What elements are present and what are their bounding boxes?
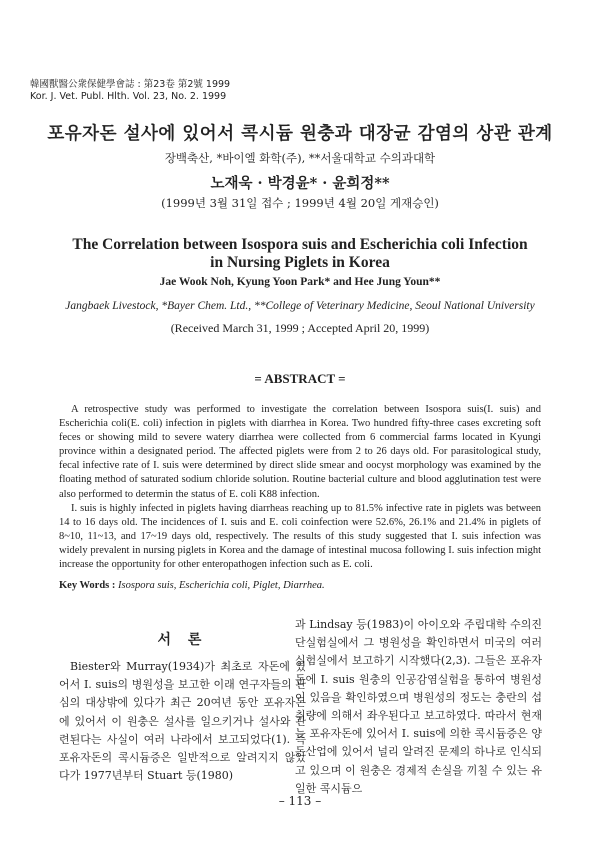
received-dates: (Received March 31, 1999 ; Accepted April 20, 1999)	[170, 321, 430, 335]
english-title-line2: in Nursing Piglets in Korea	[210, 254, 390, 271]
journal-line-korean: 韓國獸醫公衆保健學會誌 : 第23卷 第2號 1999	[30, 79, 231, 90]
abstract-body	[59, 403, 541, 572]
korean-authors: 노재욱 · 박경윤* · 윤희정**	[210, 175, 390, 192]
abstract-paragraph-1: A retrospective study was performed to investigate the correlation between Isospora suis(I. suis) and Escherichia coli(E. coli) infection in piglets with diarrhea in Korea. Two hundred fifty-three cases excreting soft feces or showing mild to severe watery diarrhea were collected from 6 commercial farms located in Kyungi province within a designated period. The affected piglets were from 2 to 26 days old. For parasitological study, fecal infective rate of I. suis were determined by direct slide smear and oocyst morphology was examined by the floating method of saturated sodium chloride solution. Routine bacterial culture and blood agglutination test were also performed to determin the status of E. coli K88 infection.	[59, 404, 541, 500]
korean-dates: (1999년 3월 31일 접수 ; 1999년 4월 20일 게재승인)	[161, 196, 439, 210]
keywords	[59, 580, 541, 591]
keywords-label: Key Words :	[59, 580, 116, 591]
english-title-line1: The Correlation between Isospora suis and Escherichia coli Infection	[72, 236, 528, 253]
abstract-heading: = ABSTRACT =	[254, 371, 346, 386]
body-right-column	[295, 616, 542, 798]
page-number: – 113 –	[278, 794, 322, 808]
korean-affiliations: 장백축산, *바이엘 화학(주), **서울대학교 수의과대학	[164, 151, 436, 165]
left-column-text: Biester와 Murray(1934)가 최초로 자돈에 있어서 I. suis의 병원성을 보고한 이래 연구자들의 관심의 대상밖에 있다가 최근 20여년 동안 포유자돈에 있어서 이 원충은 설사를 일으키거나 설사와 관련된다는 사실이 여러 나라에서 보고되었다(1). 즉 포유자돈의 콕시듐증은 일반적으로 알려지지 않았다가 1977년부터 Stuart 등(1980)	[59, 660, 306, 783]
korean-title: 포유자돈 설사에 있어서 콕시듐 원충과 대장균 감염의 상관 관계	[47, 124, 553, 144]
journal-header	[30, 79, 230, 103]
section-heading-introduction: 서 론	[157, 632, 208, 648]
abstract-paragraph-2: I. suis is highly infected in piglets having diarrheas reaching up to 81.5% infective rate in piglets was between 14 to 16 days old. The incidences of I. suis and E. coli coinfection were 52.6%, 26.1% and 21.4% in piglets of 8~10, 11~13, and 17~19 days old, respectively. The results of this study suggested that I. suis infection was widely prevalent in nursing piglets in Korea and the damage of intestinal mucosa following I. suis infection might increase the opportunity for other enteropathogen infection such as E. coli.	[59, 502, 541, 571]
right-column-text: 과 Lindsay 등(1983)이 아이오와 주립대학 수의진단실험실에서 그 병원성을 확인하면서 미국의 여러 실험실에서 보고하기 시작했다(2,3). 그들은 포유자돈에 I. suis 원충의 인공감염실험을 통하여 병원성이 있음을 확인하였으며 병원성의 정도는 충란의 섭취량에 의해서 좌우된다고 보고하였다. 따라서 현재는 포유자돈에 있어서 I. suis에 의한 콕시듐증은 양돈산업에 있어서 널리 알려진 문제의 하나로 인식되고 있으며 이 원충은 경제적 손실을 끼칠 수 있는 유일한 콕시듐으	[295, 618, 542, 795]
english-affiliations: Jangbaek Livestock, *Bayer Chem. Ltd., **College of Veterinary Medicine, Seoul National University	[65, 300, 535, 312]
body-left-column	[59, 658, 306, 785]
keywords-list: Isospora suis, Escherichia coli, Piglet, Diarrhea.	[118, 580, 325, 591]
english-authors: Jae Wook Noh, Kyung Yoon Park* and Hee Jung Youn**	[159, 276, 441, 288]
journal-line-english: Kor. J. Vet. Publ. Hlth. Vol. 23, No. 2. 1999	[30, 91, 227, 102]
